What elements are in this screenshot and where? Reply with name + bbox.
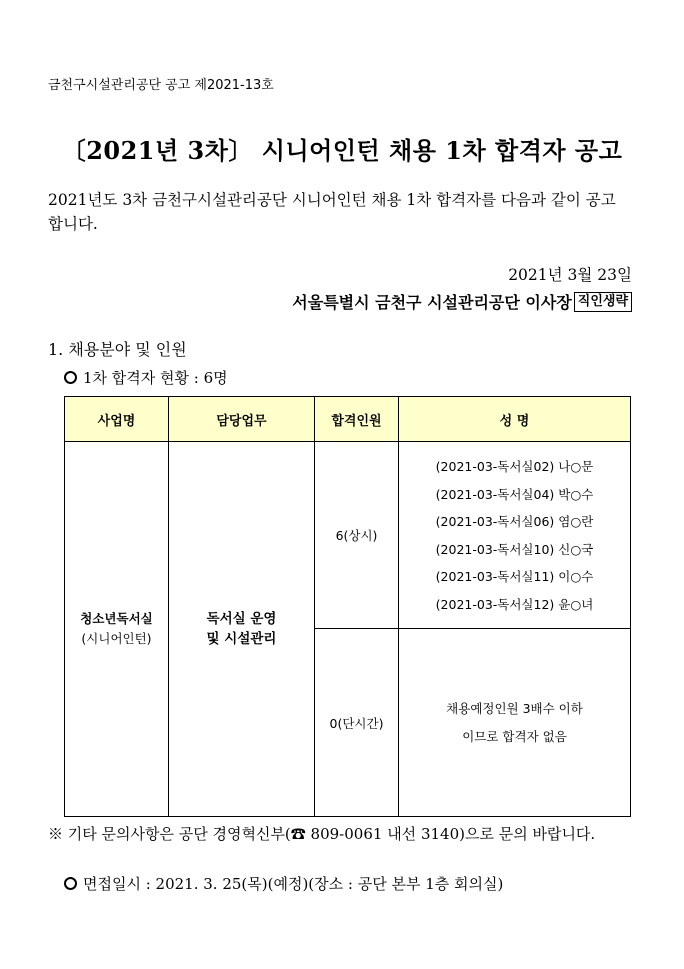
passer-table [64,396,631,817]
circle-bullet-icon [64,877,77,890]
parttime-note-line-1: 채용예정인원 3배수 이하 [446,700,583,716]
regular-count-cell: 6(상시) [315,442,399,629]
passer-name: (2021-03-독서실12) 윤○녀 [435,596,594,612]
circle-bullet-icon [64,371,77,384]
regular-names-cell [399,442,631,629]
issuer-name: 서울특별시 금천구 시설관리공단 이사장 [292,293,572,312]
header-duty: 담당업무 [169,397,315,442]
passer-name: (2021-03-독서실04) 박○수 [435,486,594,502]
business-cell [65,442,169,817]
issuer-line [292,290,632,313]
duty-cell [169,442,315,817]
table-header-row [65,397,631,442]
passer-name: (2021-03-독서실11) 이○수 [435,569,594,585]
passer-name: (2021-03-독서실10) 신○국 [435,541,594,557]
page-title: 〔2021년 3차〕 시니어인턴 채용 1차 합격자 공고 [61,136,623,165]
passer-name: (2021-03-독서실06) 염○란 [435,514,594,530]
subheading-text: 1차 합격자 현황 : 6명 [83,369,228,387]
header-count: 합격인원 [315,397,399,442]
intro-paragraph: 2021년도 3차 금천구시설관리공단 시니어인턴 채용 1차 합격자를 다음과 같이 공고 합니다. [48,191,616,233]
interview-text: 면접일시 : 2021. 3. 25(목)(예정)(장소 : 공단 본부 1층 회의실) [83,875,504,893]
business-subname: (시니어인턴) [81,631,152,646]
parttime-count-cell: 0(단시간) [315,629,399,817]
parttime-note-line-2: 이므로 합격자 없음 [462,728,567,744]
document-number: 금천구시설관리공단 공고 제2021-13호 [48,78,274,93]
section-heading: 1. 채용분야 및 인원 [48,340,187,359]
announcement-date: 2021년 3월 23일 [508,266,632,284]
contact-footnote: ※ 기타 문의사항은 공단 경영혁신부(☎ 809-0061 내선 3140)으로 문의 바랍니다. [48,825,596,843]
duty-line-1: 독서실 운영 [206,611,277,627]
subheading [64,367,228,388]
table-row [65,442,631,629]
duty-line-2: 및 시설관리 [206,631,277,647]
seal-omitted-stamp: 직인생략 [574,292,632,312]
parttime-note-cell [399,629,631,817]
header-business: 사업명 [65,397,169,442]
business-name: 청소년독서실 [80,611,153,626]
interview-schedule [64,873,503,894]
passer-name: (2021-03-독서실02) 나○문 [435,459,594,475]
header-names: 성 명 [399,397,631,442]
